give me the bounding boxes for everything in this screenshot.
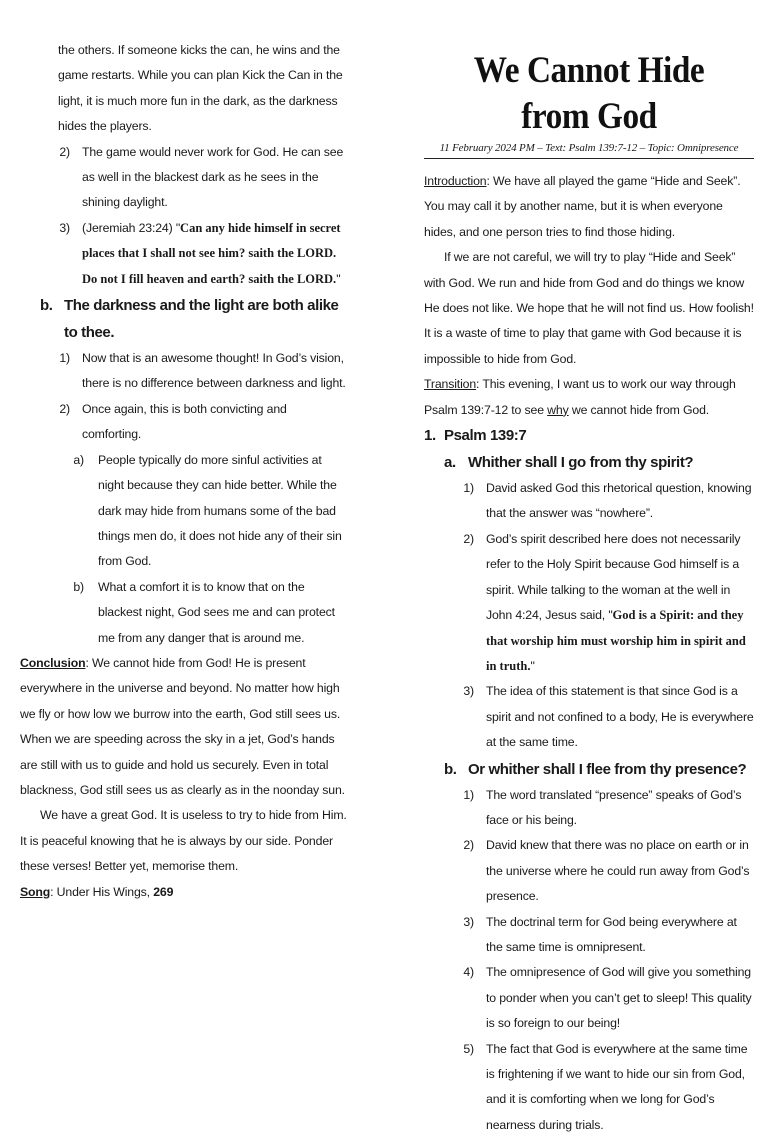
item-number: 4) bbox=[463, 965, 474, 980]
item-number: 2) bbox=[59, 401, 70, 416]
item-text: Now that is an awesome thought! In God’s vision, there is no difference between darkness and light. bbox=[82, 351, 346, 391]
quote-end: " bbox=[336, 271, 341, 286]
point-title: Psalm 139:7 bbox=[444, 427, 527, 445]
list-item bbox=[424, 527, 754, 679]
item-number: 1) bbox=[59, 351, 70, 366]
item-text bbox=[486, 527, 754, 679]
item-text-lead: God’s spirit described here does not necessarily refer to the Holy Spirit because God himself is a spirit. While talking to the woman at the well in John 4:24, Jesus said, " bbox=[486, 531, 741, 623]
item-number: 1) bbox=[463, 787, 474, 802]
item-text: The doctrinal term for God being everywhere at the same time is omnipresent. bbox=[486, 914, 737, 954]
item-number: 3) bbox=[59, 220, 70, 235]
song-line bbox=[20, 880, 348, 905]
item-text: The game would never work for God. He can see as well in the blackest dark as he sees in the shining daylight. bbox=[82, 144, 344, 210]
list-item bbox=[20, 140, 348, 216]
point-title: The darkness and the light are both alike to thee. bbox=[64, 297, 339, 342]
item-number: 3) bbox=[463, 684, 474, 699]
item-text: The word translated “presence” speaks of God’s face or his being. bbox=[486, 787, 742, 827]
list-item bbox=[424, 960, 754, 1036]
sub-list-item bbox=[20, 448, 348, 575]
conclusion-paragraph bbox=[20, 651, 348, 803]
quote-end: " bbox=[530, 658, 535, 673]
left-column bbox=[20, 38, 348, 905]
verse-ref: (Jeremiah 23:24) " bbox=[82, 220, 181, 235]
item-number: 2) bbox=[463, 838, 474, 853]
item-letter: a) bbox=[73, 452, 84, 467]
item-number: 3) bbox=[463, 914, 474, 929]
item-text: The omnipresence of God will give you something to ponder when you can’t get to sleep! This quality is so foreign to our being! bbox=[486, 965, 752, 1031]
page-title: We Cannot Hide from God bbox=[473, 50, 705, 137]
continued-text: the others. If someone kicks the can, he wins and the game restarts. While you can plan Kick the Can in the light, it is much more fun in the dark, as the darkness hides the players. bbox=[58, 43, 343, 134]
song-label: Song bbox=[20, 884, 51, 899]
list-item bbox=[20, 346, 348, 397]
point-title: Or whither shall I flee from thy presence? bbox=[468, 760, 747, 778]
point-letter: a. bbox=[444, 454, 456, 472]
transition-paragraph bbox=[424, 372, 754, 423]
introduction-text: : We have all played the game “Hide and Seek”. You may call it by another name, but it is when everyone hides, and one person tries to find those hiding. bbox=[424, 174, 741, 239]
introduction-paragraph-2: If we are not careful, we will try to play “Hide and Seek” with God. We run and hide from God and do things we know He does not like. We hope that he will not find us. How foolish! It is a waste of time to play that game with God because it is impossible to hide from God. bbox=[424, 250, 754, 366]
point-letter: b. bbox=[444, 760, 457, 778]
list-item bbox=[424, 833, 754, 909]
list-item bbox=[424, 679, 754, 755]
list-item bbox=[424, 910, 754, 961]
item-text: What a comfort it is to know that on the blackest night, God sees me and can protect me from any danger that is around me. bbox=[98, 579, 335, 645]
sub-list-item bbox=[20, 575, 348, 651]
item-number: 2) bbox=[463, 531, 474, 546]
item-text bbox=[82, 216, 348, 292]
list-item bbox=[20, 216, 348, 292]
list-item bbox=[424, 1037, 754, 1138]
transition-text-end: we cannot hide from God. bbox=[568, 402, 710, 417]
point-letter: b. bbox=[40, 297, 53, 315]
item-number: 1) bbox=[463, 481, 474, 496]
transition-text: : This evening, I want us to work our way through Psalm 139:7-12 to see bbox=[424, 377, 736, 417]
song-text: : Under His Wings, bbox=[50, 884, 154, 899]
item-number: 2) bbox=[59, 144, 70, 159]
right-column bbox=[424, 40, 754, 1138]
point-heading bbox=[20, 292, 348, 346]
introduction-label: Introduction bbox=[424, 174, 487, 188]
great-god-paragraph: We have a great God. It is useless to try to hide from Him. It is peaceful knowing that he is always by our side. Ponder these verses! Better yet, memorise them. bbox=[20, 808, 347, 874]
transition-why: why bbox=[547, 402, 569, 417]
point-heading bbox=[424, 449, 754, 476]
item-text: The fact that God is everywhere at the same time is frightening if we want to hide our sin from God, and it is comforting when we long for God’s nearness during trials. bbox=[486, 1041, 748, 1132]
item-text: The idea of this statement is that since God is a spirit and not confined to a body, He is everywhere at the same time. bbox=[486, 684, 754, 750]
item-text: David knew that there was no place on earth or in the universe where he could run away from God’s presence. bbox=[486, 838, 750, 904]
song-number: 269 bbox=[153, 884, 174, 899]
conclusion-text: : We cannot hide from God! He is present everywhere in the universe and beyond. No matter how high we fly or how low we burrow into the earth, God still sees us. When we are speeding across the sky in a jet, God’s hands are still with us to guide and hold us securely. Even in total blackness, God still sees us as clearly as in the noonday sun. bbox=[20, 655, 345, 797]
transition-label: Transition bbox=[424, 377, 477, 392]
item-letter: b) bbox=[73, 579, 84, 594]
verse-quote: God is a Spirit: and they that worship him must worship him in spirit and in truth. bbox=[486, 608, 746, 673]
point-number: 1. bbox=[424, 427, 436, 445]
item-text: Once again, this is both convicting and comforting. bbox=[82, 401, 287, 442]
list-item bbox=[20, 38, 348, 140]
item-text: People typically do more sinful activities at night because they can hide better. While the dark may hide from humans some of the bad things men do, it does not hide any of their sin from God. bbox=[98, 452, 342, 569]
list-item bbox=[20, 397, 348, 448]
list-item bbox=[424, 783, 754, 834]
main-point-heading bbox=[424, 423, 754, 449]
point-heading bbox=[424, 756, 754, 783]
conclusion-label: Conclusion bbox=[20, 655, 86, 670]
list-item bbox=[424, 476, 754, 527]
point-title: Whither shall I go from thy spirit? bbox=[468, 454, 694, 472]
item-text: David asked God this rhetorical question, knowing that the answer was “nowhere”. bbox=[486, 481, 752, 521]
item-number: 5) bbox=[463, 1041, 474, 1056]
verse-quote: Can any hide himself in secret places that I shall not see him? saith the LORD. Do not I fill heaven and earth? saith the LORD. bbox=[82, 220, 341, 286]
sermon-subtitle: 11 February 2024 PM – Text: Psalm 139:7-12 – Topic: Omnipresence bbox=[424, 140, 754, 159]
introduction-paragraph bbox=[424, 169, 754, 245]
